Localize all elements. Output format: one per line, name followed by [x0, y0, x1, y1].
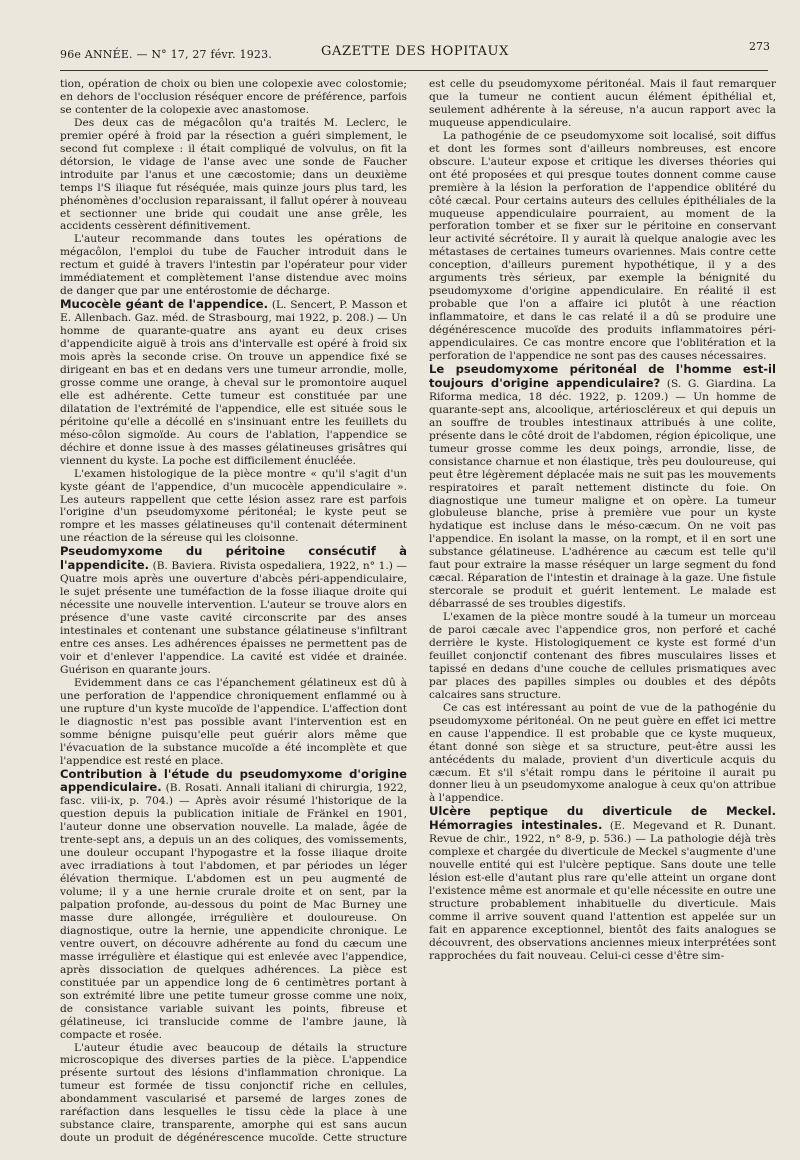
paragraph: Des deux cas de mégacôlon qu'a traités M. Leclerc, le premier opéré à froid par la résection a guéri simplement, le second fut complexe : il était compliqué de volvulus, on fit la détorsion, le vidage de l'anse avec une sonde de Faucher introduite par l'anus et une cæcostomie; dans un deuxième temps l'S iliaque fut réséquée, mais quinze jours plus tard, les phénomènes d'occlusion reparaissant, il fallut opérer à nouveau et sectionner une bride qui coudait une anse grêle, les accidents cessèrent définitivement. — [60, 116, 407, 233]
article-reference: (B. Rosati. Annali italiani di chirurgia, 1922, fasc. viii-ix, p. 704.) — — [60, 782, 407, 808]
paragraph: Un homme de quarante-sept ans, alcoolique, artérioscléreux et qui depuis un an souffre de troubles intestinaux attribués à une colite, présente dans le côté droit de l'abdomen, région épicolique, une tumeur grosse comme les deux poings, arrondie, lisse, de consistance charnue et non élastique, très peu douloureuse, qui peut être légèrement déplacée mais ne suit pas les mouvements respiratoires et paraît nettement distincte du foie. On diagnostique une tumeur maligne et on opère. La tumeur globuleuse blanche, prise à première vue pour un kyste hydatique est incluse dans le méso-cæcum. On ne voit pas l'appendice. En isolant la masse, on la rompt, et il en sort une substance gélatineuse. L'adhérence au cæcum est telle qu'il faut pour extraire la masse réséquer un large segment du fond cæcal. Réparation de l'intestin et drainage à la gaze. Une fistule stercorale se produit et guérit lentement. Le malade est débarrassé de ses troubles digestifs. — [429, 390, 776, 611]
paragraph: La pathologie déjà très complexe et chargée du diverticule de Meckel s'augmente d'une nouvelle entité qui est l'ulcère peptique. Sans doute une telle lésion est-elle d'autant plus rare qu'elle atteint un organe dont l'existence même est anormale et qu'elle nécessite en outre une structure probablement inhabituelle du diverticule. Mais comme il arrive souvent quand l'attention est appelée sur un fait en apparence exceptionnel, bientôt des faits analogues se découvrent, des observations anciennes mieux interprétées sont rapprochées du fait nouveau. Celui-ci cesse d'être sim- — [429, 833, 776, 962]
header-rule — [60, 70, 768, 71]
paragraph: Ce cas est intéressant au point de vue de la pathogénie du pseudomyxome péritonéal. On ne peut guère en effet ici mettre en cause l'appendice. Il est probable que ce kyste muqueux, étant donné son siège et sa structure, peut-être aussi les antécédents du malade, provient d'un diverticule acquis du cæcum. Et s'il s'était rompu dans le péritoine il aurait pu donner lieu à un pseudomyxome analogue à ceux qu'on attribue à l'appendice. — [429, 701, 776, 805]
paragraph: Evidemment dans ce cas l'épanchement gélatineux est dû à une perforation de l'appendice chroniquement enflammé ou à une rupture d'un kyste mucoïde de l'appendice. L'affection dont le diagnostic n'est pas possible avant l'intervention est en somme bénigne puisqu'elle peut guérir alors même que l'évacuation de la substance mucoïde a été incomplète et que l'appendice est resté en place. — [60, 676, 407, 767]
article-title: Le pseudomyxome péritonéal de l'homme est-il toujours d'origine appendiculaire? — [429, 361, 776, 390]
paragraph: Quatre mois après une ouverture d'abcès péri-appendiculaire, le sujet présente une tuméfaction de la fosse iliaque droite qui nécessite une nouvelle intervention. L'auteur se trouve alors en présence d'une vaste cavité circonscrite par des anses intestinales et contenant une substance gélatineuse s'infiltrant entre ces anses. Les adhérences épaisses ne permettent pas de voir et d'enlever l'appendice. La cavité est vidée et drainée. Guérison en quarante jours. — [60, 573, 407, 676]
article-title: Ulcère peptique du diverticule de Meckel. Hémorragies intestinales. — [429, 804, 776, 833]
paragraph: L'examen de la pièce montre soudé à la tumeur un morceau de paroi cæcale avec l'appendice gros, non perforé et caché derrière le kyste. Histologiquement ce kyste est formé d'un feuillet conjonctif contenant des fibres musculaires lisses et tapissé en dedans d'une couche de cellules prismatiques avec par places des papilles simples ou doubles et des dépôts calcaires sans structure. — [429, 611, 776, 701]
paragraph: Un homme de quarante-quatre ans ayant eu deux crises d'appendicite aiguë à trois ans d'intervalle est opéré à froid six mois après la seconde crise. On trouve un appendice fixé se dirigeant en bas et en dedans vers une tumeur arrondie, molle, grosse comme une orange, à cheval sur le promontoire auquel elle est adhérente. Cette tumeur est constituée par une dilatation de l'extrémité de l'appendice, elle est située sous le péritoine qu'elle a décollé en s'insinuant entre les feuillets du méso-côlon sigmoïde. Au cours de l'ablation, l'appendice se déchire et donne issue à des masses gélatineuses grisâtres qui viennent du kyste. La poche est difficilement énucléée. — [60, 312, 407, 467]
article-title: Mucocèle géant de l'appendice. — [60, 297, 269, 312]
article-reference: (E. Megevand et R. Dunant. Revue de chir., 1922, n° 8-9, p. 536.) — — [429, 820, 776, 846]
paragraph: tion, opération de choix ou bien une colopexie avec colostomie; en dehors de l'occlusion réséquer encore de préférence, parfois se contenter de la colopexie avec anastomose. — [60, 78, 407, 116]
paragraph: L'auteur recommande dans toutes les opérations de mégacôlon, l'emploi du tube de Faucher introduit dans le rectum et guidé à travers l'intestin par l'opérateur pour vider immédiatement et complètement l'anse distendue avec moins de danger que par une entérostomie de décharge. — [60, 233, 407, 298]
article-reference: (L. Sencert, P. Masson et E. Allenbach. Gaz. méd. de Strasbourg, mai 1922, p. 208.) — — [60, 299, 407, 325]
issue-info: 96e ANNÉE. — N° 17, 27 févr. 1923. — [60, 48, 272, 61]
page-header — [60, 40, 770, 66]
paragraph: La pathogénie de ce pseudomyxome soit localisé, soit diffus et dont les formes sont d'ailleurs nombreuses, est encore obscure. L'auteur expose et critique les diverses théories qui ont été proposées et qui presque toutes donnent comme cause première à la lésion la perforation de l'appendice oblitéré du côté cæcal. Pour certains auteurs des cellules épithéliales de la muqueuse appendiculaire pourraient, au moment de la perforation tomber et se fixer sur le péritoine en conservant leur activité sécrétoire. Il y aurait là quelque analogie avec les métastases de certaines tumeurs ovariennes. Mais contre cette conception, d'ailleurs purement hypothétique, il y a des arguments très sérieux, par exemple la bénignité du pseudomyxome d'origine appendiculaire. En réalité il est probable que l'on a affaire ici plutôt à une réaction inflammatoire, et dans le cas relaté il a dû se produire une dégénérescence mucoïde des produits inflammatoires péri-appendiculaires. Ce cas montre encore que l'oblitération et la perforation de l'appendice ne sont pas des causes nécessaires. — [429, 129, 776, 363]
article-title: Contribution à l'étude du pseudomyxome d'origine appendiculaire. — [60, 766, 407, 795]
article-columns — [60, 78, 776, 1148]
page-number: 273 — [749, 40, 770, 53]
paragraph: L'examen histologique de la pièce montre « qu'il s'agit d'un kyste géant de l'appendice, d'un mucocèle appendiculaire ». Les auteurs rappellent que cette lésion assez rare est parfois l'origine d'un pseudomyxome péritonéal; le kyste peut se rompre et les masses gélatineuses qu'il contenait déterminent une réaction de la séreuse qui les cloisonne. — [60, 467, 407, 545]
article-title: Pseudomyxome du péritoine consécutif à l'appendicite. — [60, 544, 407, 573]
paragraph: Après avoir résumé l'historique de la question depuis la publication initiale de Fränkel en 1901, l'auteur donne une observation nouvelle. La malade, âgée de trente-sept ans, a depuis un an des coliques, des vomissements, une douleur occupant l'hypogastre et la fosse iliaque droite avec irradiations à tout l'abdomen, et par périodes un léger élévation thermique. L'abdomen est un peu augmenté de volume; il y a une hernie crurale droite et on sent, par la palpation profonde, au-dessous du point de Mac Burney une masse dure allongée, irrégulière et douloureuse. On diagnostique, outre la hernie, une appendicite chronique. Le ventre ouvert, on découvre adhérente au fond du cæcum une masse irrégulière et élastique qui est enlevée avec l'appendice, après dissociation de quelques adhérences. La pièce est constituée par un appendice long de 6 centimètres portant à son extrémité libre une petite tumeur grosse comme une noix, de consistance variable suivant les points, fibreuse et gélatineuse, ici translucide comme de l'ambre jaune, là compacte et rosée. — [60, 795, 407, 1041]
journal-title: GAZETTE DES HOPITAUX — [321, 44, 509, 59]
paragraph: L'auteur étudie avec beaucoup de détails la structure microscopique des diverses parties de la pièce. L'appendice présente surtout des lésions d'inflammation chronique. La tumeur est formée de tissu conjonctif riche en cellules, abondamment vascularisé et parsemé de larges zones de raréfaction dans lesquelles le tissu cède la place à une substance claire, transparente, amorphe qui est sans aucun doute un produit de dégénérescence mucoïde. Cette structure est celle du pseudomyxome péritonéal. Mais il faut remarquer que la tumeur ne contient aucun élément épithélial et, seulement adhérente à la séreuse, n'a aucun rapport avec la muqueuse appendiculaire. — [60, 78, 776, 1145]
article-reference: (B. Baviera. Rivista ospedaliera, 1922, n° 1.) — — [152, 560, 407, 573]
article-reference: (S. G. Giardina. La Riforma medica, 18 déc. 1922, p. 1209.) — — [429, 377, 776, 403]
